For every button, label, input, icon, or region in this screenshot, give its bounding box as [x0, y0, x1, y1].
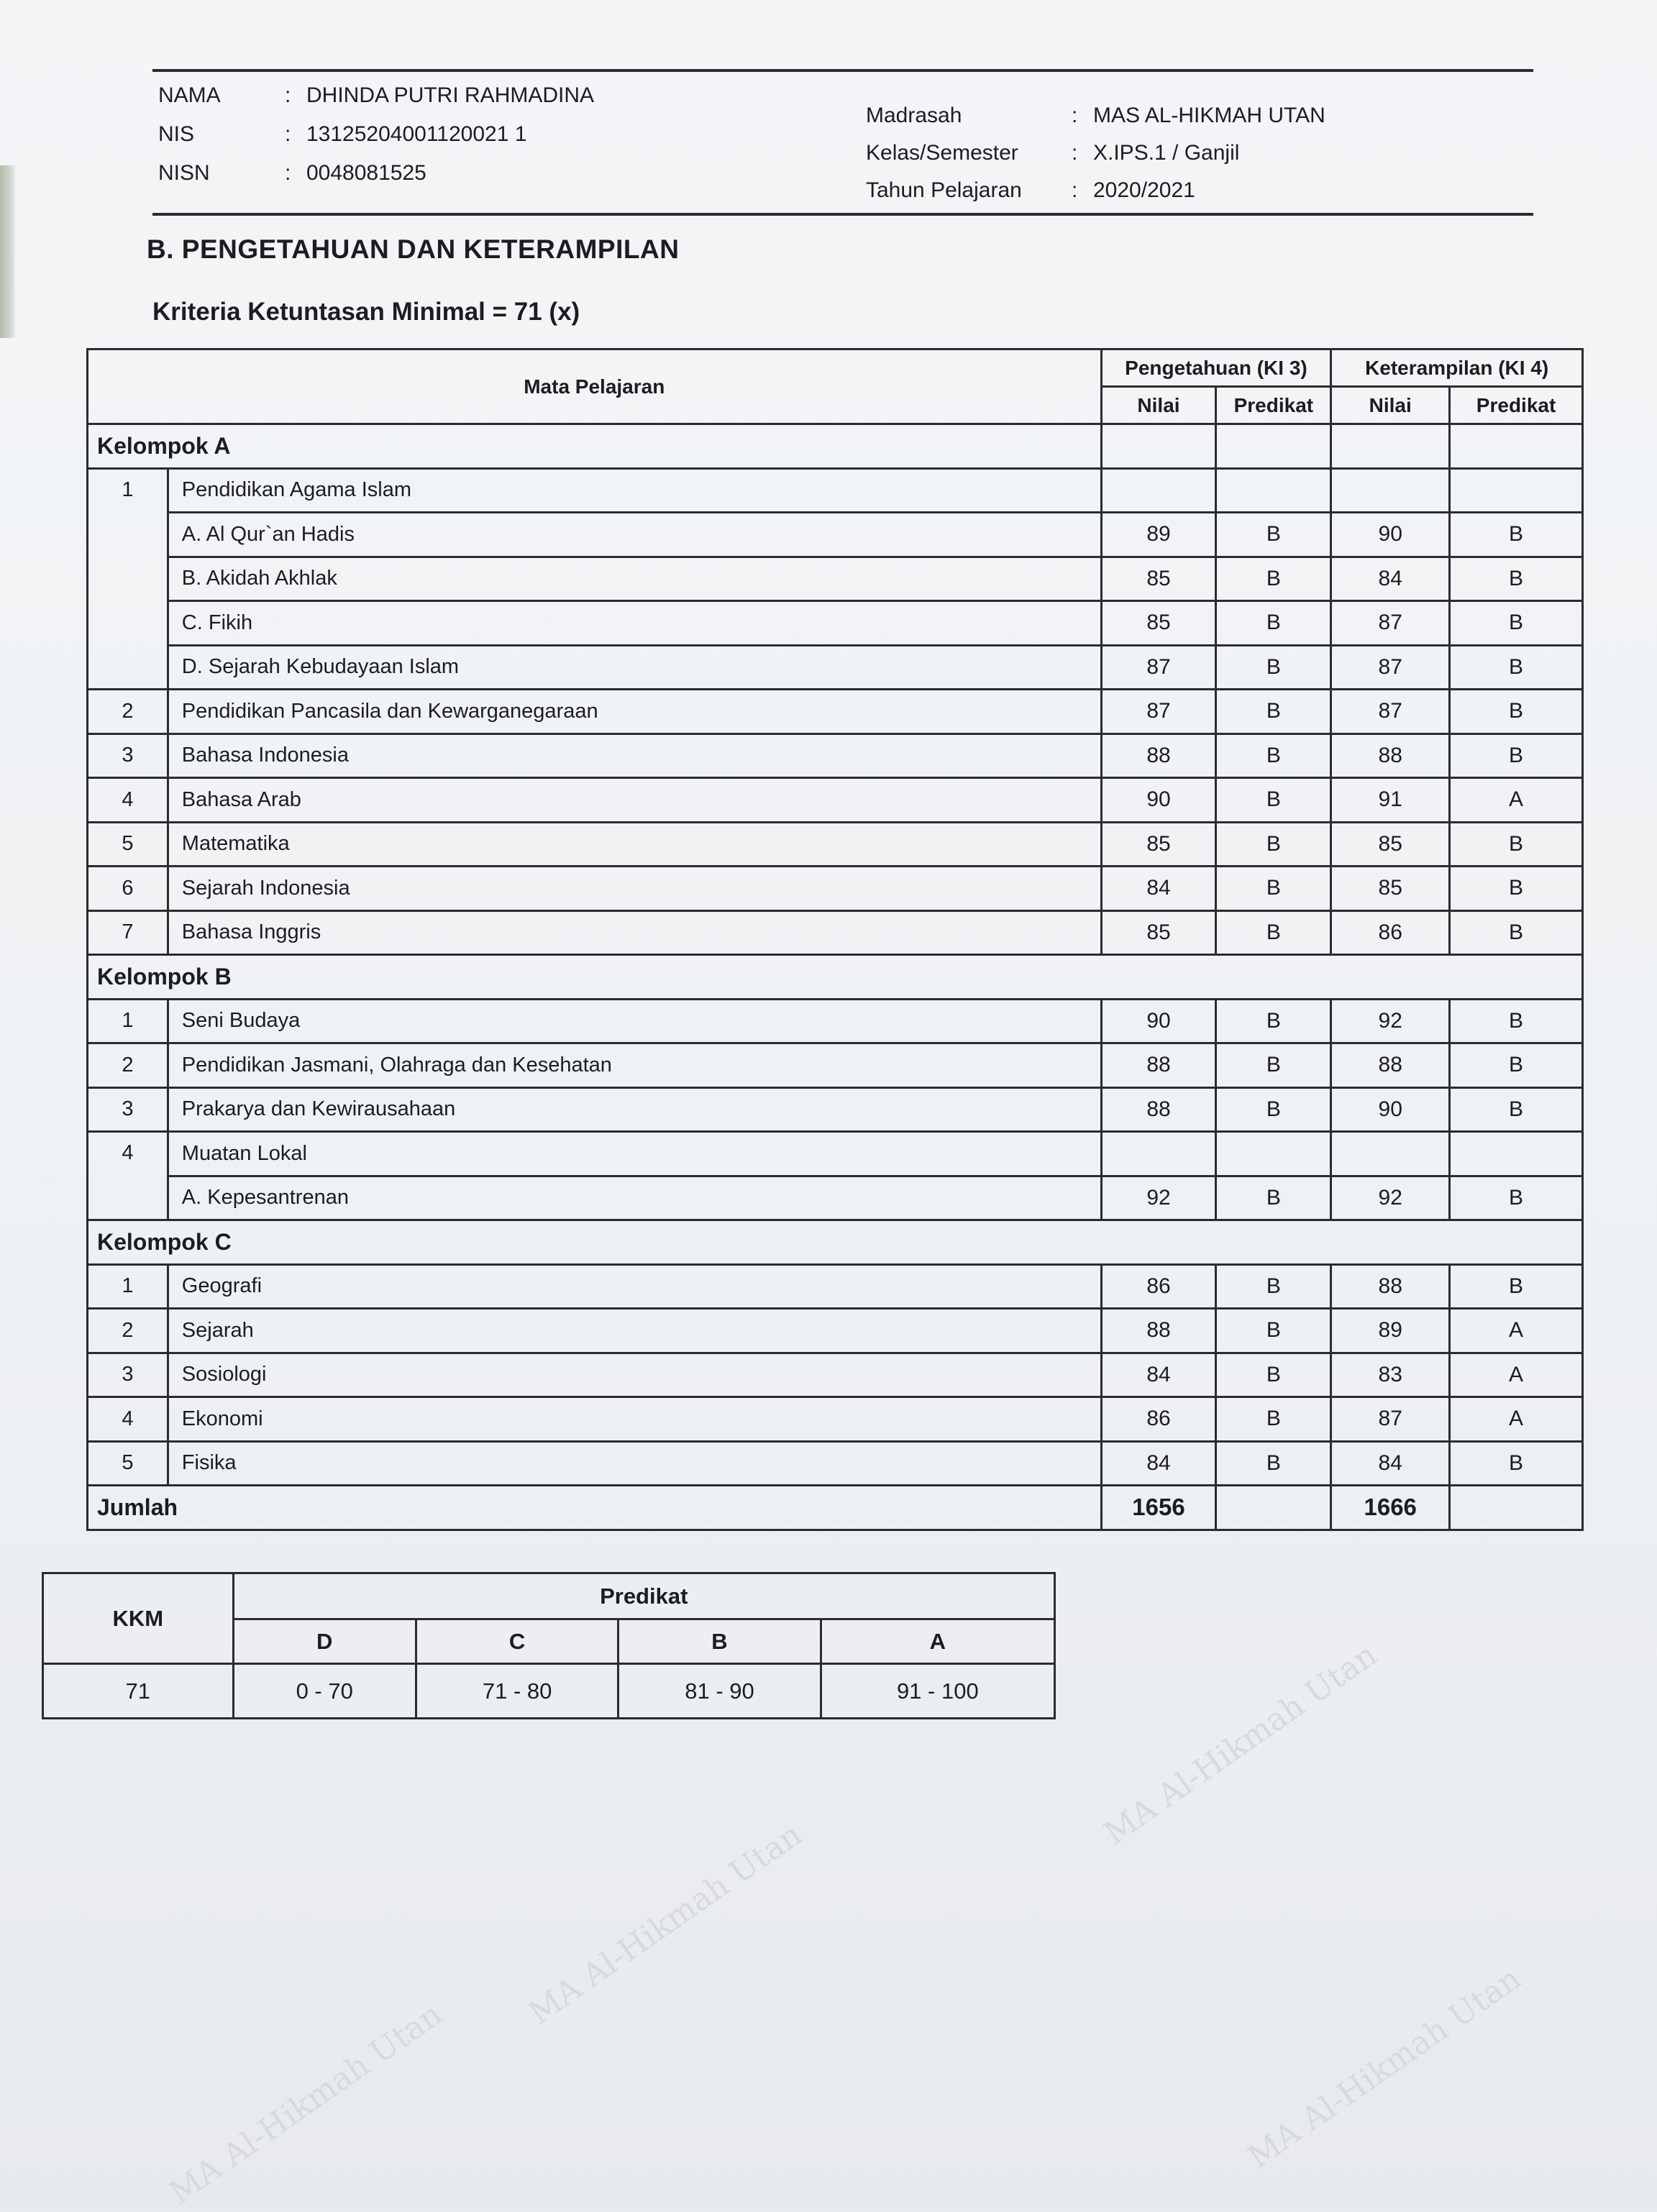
kkm-title: Kriteria Ketuntasan Minimal = 71 (x): [152, 298, 580, 326]
predikat-ki3: B: [1216, 1397, 1331, 1442]
predikat-ki3: B: [1216, 557, 1331, 601]
subject-name: Bahasa Inggris: [168, 910, 1101, 955]
predikat-ki4: B: [1450, 1176, 1583, 1220]
madrasah-value: MAS AL-HIKMAH UTAN: [1093, 104, 1325, 127]
student-name: DHINDA PUTRI RAHMADINA: [306, 83, 595, 107]
grade-d-header: D: [233, 1619, 416, 1664]
predikat-ki4: B: [1450, 733, 1583, 778]
table-row: [88, 1353, 1583, 1397]
nilai-ki3: 88: [1101, 1043, 1216, 1088]
nilai-ki3: 85: [1101, 822, 1216, 867]
subject-name: D. Sejarah Kebudayaan Islam: [168, 645, 1101, 690]
predikat-ki4: A: [1450, 1309, 1583, 1353]
predikat-ki4: B: [1450, 867, 1583, 911]
watermark-text: MA Al-Hikmah Utan: [1097, 1636, 1384, 1852]
nilai-ki4: 83: [1331, 1353, 1450, 1397]
nilai-ki3: 86: [1101, 1397, 1216, 1442]
nilai-ki3: 87: [1101, 690, 1216, 734]
subject-name: A. Kepesantrenan: [168, 1176, 1101, 1220]
subject-name: Pendidikan Pancasila dan Kewarganegaraan: [168, 690, 1101, 734]
nilai-ki4: 92: [1331, 1176, 1450, 1220]
header-ki4: Keterampilan (KI 4): [1331, 349, 1583, 387]
header-nilai-ki4: Nilai: [1331, 387, 1450, 424]
predikat-ki4: B: [1450, 513, 1583, 557]
total-label: Jumlah: [88, 1486, 1102, 1530]
colon: :: [1072, 178, 1078, 202]
row-number: 1: [88, 468, 168, 690]
predikat-header: Predikat: [233, 1573, 1055, 1619]
subject-name: Bahasa Arab: [168, 778, 1101, 823]
colon: :: [285, 83, 291, 107]
predikat-ki4: B: [1450, 601, 1583, 646]
nisn-value: 0048081525: [306, 161, 426, 185]
nilai-ki4: 87: [1331, 1397, 1450, 1442]
nilai-ki3: 92: [1101, 1176, 1216, 1220]
madrasah-row: [866, 104, 1325, 128]
nilai-ki3: 85: [1101, 601, 1216, 646]
table-row: [88, 1264, 1583, 1309]
identity-header: [152, 69, 1533, 216]
tahun-label: Tahun Pelajaran: [866, 178, 1022, 202]
predikat-ki3: B: [1216, 910, 1331, 955]
predikat-ki3: B: [1216, 1309, 1331, 1353]
predikat-ki4: A: [1450, 1353, 1583, 1397]
nis-row: [158, 122, 526, 147]
predikat-ki3: B: [1216, 690, 1331, 734]
nilai-ki4: 90: [1331, 1087, 1450, 1132]
grade-a-header: A: [821, 1619, 1054, 1664]
subject-name: Sejarah: [168, 1309, 1101, 1353]
header-mata-pelajaran: Mata Pelajaran: [88, 349, 1102, 424]
nilai-ki4: 87: [1331, 601, 1450, 646]
nilai-ki3: 84: [1101, 1353, 1216, 1397]
predikat-ki4: B: [1450, 645, 1583, 690]
nilai-ki4: 92: [1331, 999, 1450, 1043]
predikat-table: [42, 1572, 1056, 1719]
nilai-ki3: 88: [1101, 1087, 1216, 1132]
subject-name: Sosiologi: [168, 1353, 1101, 1397]
page-edge-shadow: [0, 165, 16, 338]
predikat-ki4: B: [1450, 999, 1583, 1043]
predikat-ki3: B: [1216, 999, 1331, 1043]
colon: :: [1072, 104, 1078, 127]
nilai-ki3: 85: [1101, 910, 1216, 955]
table-row: [88, 557, 1583, 601]
watermark-text: MA Al-Hikmah Utan: [163, 1996, 449, 2212]
grades-table: [86, 348, 1584, 1531]
predikat-ki4: B: [1450, 557, 1583, 601]
row-number: 6: [88, 867, 168, 911]
nilai-ki3: 90: [1101, 778, 1216, 823]
nilai-ki4: 86: [1331, 910, 1450, 955]
colon: :: [285, 161, 291, 185]
table-row: [88, 601, 1583, 646]
nilai-ki3: 87: [1101, 645, 1216, 690]
kelas-value: X.IPS.1 / Ganjil: [1093, 141, 1240, 165]
table-row: [88, 778, 1583, 823]
predikat-ki3: B: [1216, 1353, 1331, 1397]
grade-c-header: C: [416, 1619, 618, 1664]
nilai-ki4: 88: [1331, 1043, 1450, 1088]
table-row: [88, 867, 1583, 911]
predikat-ki4: A: [1450, 778, 1583, 823]
watermark-text: MA Al-Hikmah Utan: [522, 1816, 809, 2032]
nilai-ki4: 88: [1331, 1264, 1450, 1309]
nilai-ki3: 90: [1101, 999, 1216, 1043]
predikat-ki3: B: [1216, 1176, 1331, 1220]
subject-name: Pendidikan Jasmani, Olahraga dan Kesehatan: [168, 1043, 1101, 1088]
predikat-ki3: B: [1216, 601, 1331, 646]
row-number: 3: [88, 733, 168, 778]
tahun-row: [866, 178, 1195, 203]
group-label-a: Kelompok A: [88, 424, 1102, 469]
subject-name: Sejarah Indonesia: [168, 867, 1101, 911]
table-row: [88, 1441, 1583, 1486]
total-nilai-ki4: 1666: [1331, 1486, 1450, 1530]
row-number: 2: [88, 1043, 168, 1088]
kkm-value: 71: [43, 1664, 234, 1719]
subject-name: Matematika: [168, 822, 1101, 867]
subject-name: Prakarya dan Kewirausahaan: [168, 1087, 1101, 1132]
nis-value: 13125204001120021 1: [306, 122, 527, 146]
nilai-ki4: 90: [1331, 513, 1450, 557]
row-number: 4: [88, 1132, 168, 1220]
table-row: [88, 822, 1583, 867]
table-row: [88, 1087, 1583, 1132]
subject-name: Pendidikan Agama Islam: [168, 468, 1101, 513]
nilai-ki4: 84: [1331, 557, 1450, 601]
nilai-ki3: 84: [1101, 1441, 1216, 1486]
madrasah-label: Madrasah: [866, 104, 962, 127]
predikat-ki4: A: [1450, 1397, 1583, 1442]
table-row: [88, 468, 1583, 513]
subject-name: Ekonomi: [168, 1397, 1101, 1442]
student-name-row: [158, 83, 594, 108]
nilai-ki4: 89: [1331, 1309, 1450, 1353]
predikat-ki4: B: [1450, 690, 1583, 734]
predikat-ki4: B: [1450, 1264, 1583, 1309]
group-label-c: Kelompok C: [88, 1220, 1583, 1265]
table-row: [88, 1176, 1583, 1220]
subject-name: C. Fikih: [168, 601, 1101, 646]
predikat-ki3: B: [1216, 513, 1331, 557]
nama-label: NAMA: [158, 83, 221, 107]
colon: :: [1072, 141, 1078, 165]
nilai-ki4: 88: [1331, 733, 1450, 778]
row-number: 4: [88, 778, 168, 823]
nilai-ki4: 87: [1331, 690, 1450, 734]
predikat-ki3: B: [1216, 778, 1331, 823]
nilai-ki3: 84: [1101, 867, 1216, 911]
watermark-text: MA Al-Hikmah Utan: [1241, 1960, 1528, 2176]
range-b: 81 - 90: [618, 1664, 821, 1719]
row-number: 3: [88, 1353, 168, 1397]
table-row: [88, 1309, 1583, 1353]
row-number: 3: [88, 1087, 168, 1132]
row-number: 2: [88, 690, 168, 734]
row-number: 5: [88, 1441, 168, 1486]
subject-name: Muatan Lokal: [168, 1132, 1101, 1176]
nis-label: NIS: [158, 122, 195, 146]
row-number: 1: [88, 999, 168, 1043]
nilai-ki3: 85: [1101, 557, 1216, 601]
header-nilai-ki3: Nilai: [1101, 387, 1216, 424]
grade-b-header: B: [618, 1619, 821, 1664]
predikat-ki4: B: [1450, 822, 1583, 867]
table-row: [88, 513, 1583, 557]
table-row: [88, 690, 1583, 734]
range-a: 91 - 100: [821, 1664, 1054, 1719]
header-ki3: Pengetahuan (KI 3): [1101, 349, 1331, 387]
nilai-ki3: 88: [1101, 733, 1216, 778]
table-row: [88, 1397, 1583, 1442]
subject-name: A. Al Qur`an Hadis: [168, 513, 1101, 557]
header-predikat-ki3: Predikat: [1216, 387, 1331, 424]
nisn-row: [158, 161, 426, 186]
nilai-ki4: 87: [1331, 645, 1450, 690]
row-number: 4: [88, 1397, 168, 1442]
colon: :: [285, 122, 291, 146]
nilai-ki3: 88: [1101, 1309, 1216, 1353]
total-nilai-ki3: 1656: [1101, 1486, 1216, 1530]
predikat-ki4: B: [1450, 1043, 1583, 1088]
subject-name: B. Akidah Akhlak: [168, 557, 1101, 601]
group-label-b: Kelompok B: [88, 955, 1583, 1000]
total-row: [88, 1486, 1583, 1530]
range-c: 71 - 80: [416, 1664, 618, 1719]
row-number: 1: [88, 1264, 168, 1309]
header-predikat-ki4: Predikat: [1450, 387, 1583, 424]
predikat-ki4: B: [1450, 1441, 1583, 1486]
predikat-ki3: B: [1216, 733, 1331, 778]
predikat-ki3: B: [1216, 1043, 1331, 1088]
nilai-ki4: 84: [1331, 1441, 1450, 1486]
table-row: [88, 910, 1583, 955]
row-number: 5: [88, 822, 168, 867]
section-title: B. PENGETAHUAN DAN KETERAMPILAN: [147, 234, 680, 264]
subject-name: Seni Budaya: [168, 999, 1101, 1043]
nilai-ki4: 85: [1331, 867, 1450, 911]
subject-name: Fisika: [168, 1441, 1101, 1486]
table-row: [88, 733, 1583, 778]
tahun-value: 2020/2021: [1093, 178, 1195, 202]
predikat-ki3: B: [1216, 1087, 1331, 1132]
predikat-ki3: B: [1216, 822, 1331, 867]
predikat-ki4: B: [1450, 910, 1583, 955]
kelas-row: [866, 141, 1239, 165]
subject-name: Bahasa Indonesia: [168, 733, 1101, 778]
nilai-ki3: 86: [1101, 1264, 1216, 1309]
table-row: [88, 1132, 1583, 1176]
nisn-label: NISN: [158, 161, 210, 185]
predikat-ki4: B: [1450, 1087, 1583, 1132]
predikat-ki3: B: [1216, 645, 1331, 690]
nilai-ki4: 91: [1331, 778, 1450, 823]
subject-name: Geografi: [168, 1264, 1101, 1309]
predikat-ki3: B: [1216, 867, 1331, 911]
range-d: 0 - 70: [233, 1664, 416, 1719]
predikat-ki3: B: [1216, 1441, 1331, 1486]
table-row: [88, 1043, 1583, 1088]
row-number: 2: [88, 1309, 168, 1353]
table-row: [88, 999, 1583, 1043]
predikat-ki3: B: [1216, 1264, 1331, 1309]
row-number: 7: [88, 910, 168, 955]
table-row: [88, 645, 1583, 690]
nilai-ki4: 85: [1331, 822, 1450, 867]
kkm-header: KKM: [43, 1573, 234, 1664]
kelas-label: Kelas/Semester: [866, 141, 1018, 165]
nilai-ki3: 89: [1101, 513, 1216, 557]
